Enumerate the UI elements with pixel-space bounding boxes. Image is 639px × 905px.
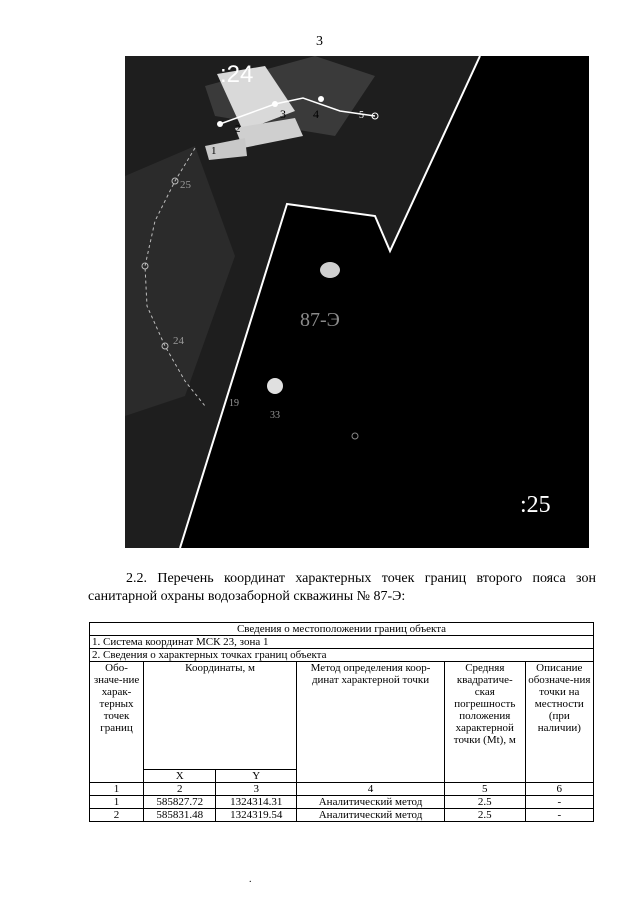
- cell-point: 1: [90, 796, 144, 809]
- cell-y: 1324319.54: [216, 809, 297, 822]
- cell-x: 585831.48: [144, 809, 216, 822]
- point-marker: [272, 101, 278, 107]
- point-label-2: 2: [235, 123, 241, 135]
- header-designation: Обо-значе-ние харак-терных точек границ: [90, 662, 144, 783]
- column-number: 1: [90, 783, 144, 796]
- point-label-19: 19: [229, 398, 239, 409]
- well-label: 87-Э: [300, 309, 340, 331]
- point-label-33: 33: [270, 410, 280, 421]
- boundary-map-image: [125, 56, 589, 548]
- point-label-4: 4: [313, 107, 319, 121]
- header-y: Y: [216, 770, 297, 783]
- section-caption: [88, 570, 596, 606]
- cell-point: 2: [90, 809, 144, 822]
- sheet-label-bottom: :25: [520, 492, 551, 518]
- page-number: 3: [316, 34, 323, 49]
- sheet-label-top: :24: [220, 61, 254, 88]
- point-marker: [318, 96, 324, 102]
- point-label-24: 24: [173, 335, 184, 347]
- light-spot: [320, 262, 340, 278]
- column-number: 3: [216, 783, 297, 796]
- column-number: 6: [525, 783, 593, 796]
- table-section-2: 2. Сведения о характерных точках границ объекта: [90, 649, 594, 662]
- point-label-1: 1: [211, 145, 217, 157]
- coordinates-table: [89, 622, 594, 822]
- header-error: Средняя квадратиче-ская погрешность положения характерной точки (Mt), м: [445, 662, 526, 783]
- header-description: Описание обозначе-ния точки на местности (при наличии): [525, 662, 593, 783]
- table-row: [90, 796, 594, 809]
- cell-method: Аналитический метод: [297, 809, 445, 822]
- cell-x: 585827.72: [144, 796, 216, 809]
- column-number: 2: [144, 783, 216, 796]
- point-label-25: 25: [180, 179, 191, 191]
- point-label-5: 5: [359, 110, 364, 121]
- cell-error: 2.5: [445, 796, 526, 809]
- column-number: 4: [297, 783, 445, 796]
- table-section-1: 1. Система координат МСК 23, зона 1: [90, 636, 594, 649]
- point-marker: [217, 121, 223, 127]
- footer-mark: .: [249, 874, 252, 885]
- table-title: Сведения о местоположении границ объекта: [90, 623, 594, 636]
- caption-text: 2.2. Перечень координат характерных точек границ второго пояса зон санитарной охраны водозаборной скважины № 87-Э:: [88, 571, 596, 604]
- point-label-3: 3: [280, 107, 286, 121]
- cell-error: 2.5: [445, 809, 526, 822]
- cell-method: Аналитический метод: [297, 796, 445, 809]
- table-row: [90, 809, 594, 822]
- cell-y: 1324314.31: [216, 796, 297, 809]
- header-method: Метод определения коор-динат характерной точки: [297, 662, 445, 783]
- header-coordinates: Координаты, м: [144, 662, 297, 770]
- cell-description: -: [525, 809, 593, 822]
- cell-description: -: [525, 796, 593, 809]
- column-number: 5: [445, 783, 526, 796]
- header-x: X: [144, 770, 216, 783]
- light-spot: [267, 378, 283, 394]
